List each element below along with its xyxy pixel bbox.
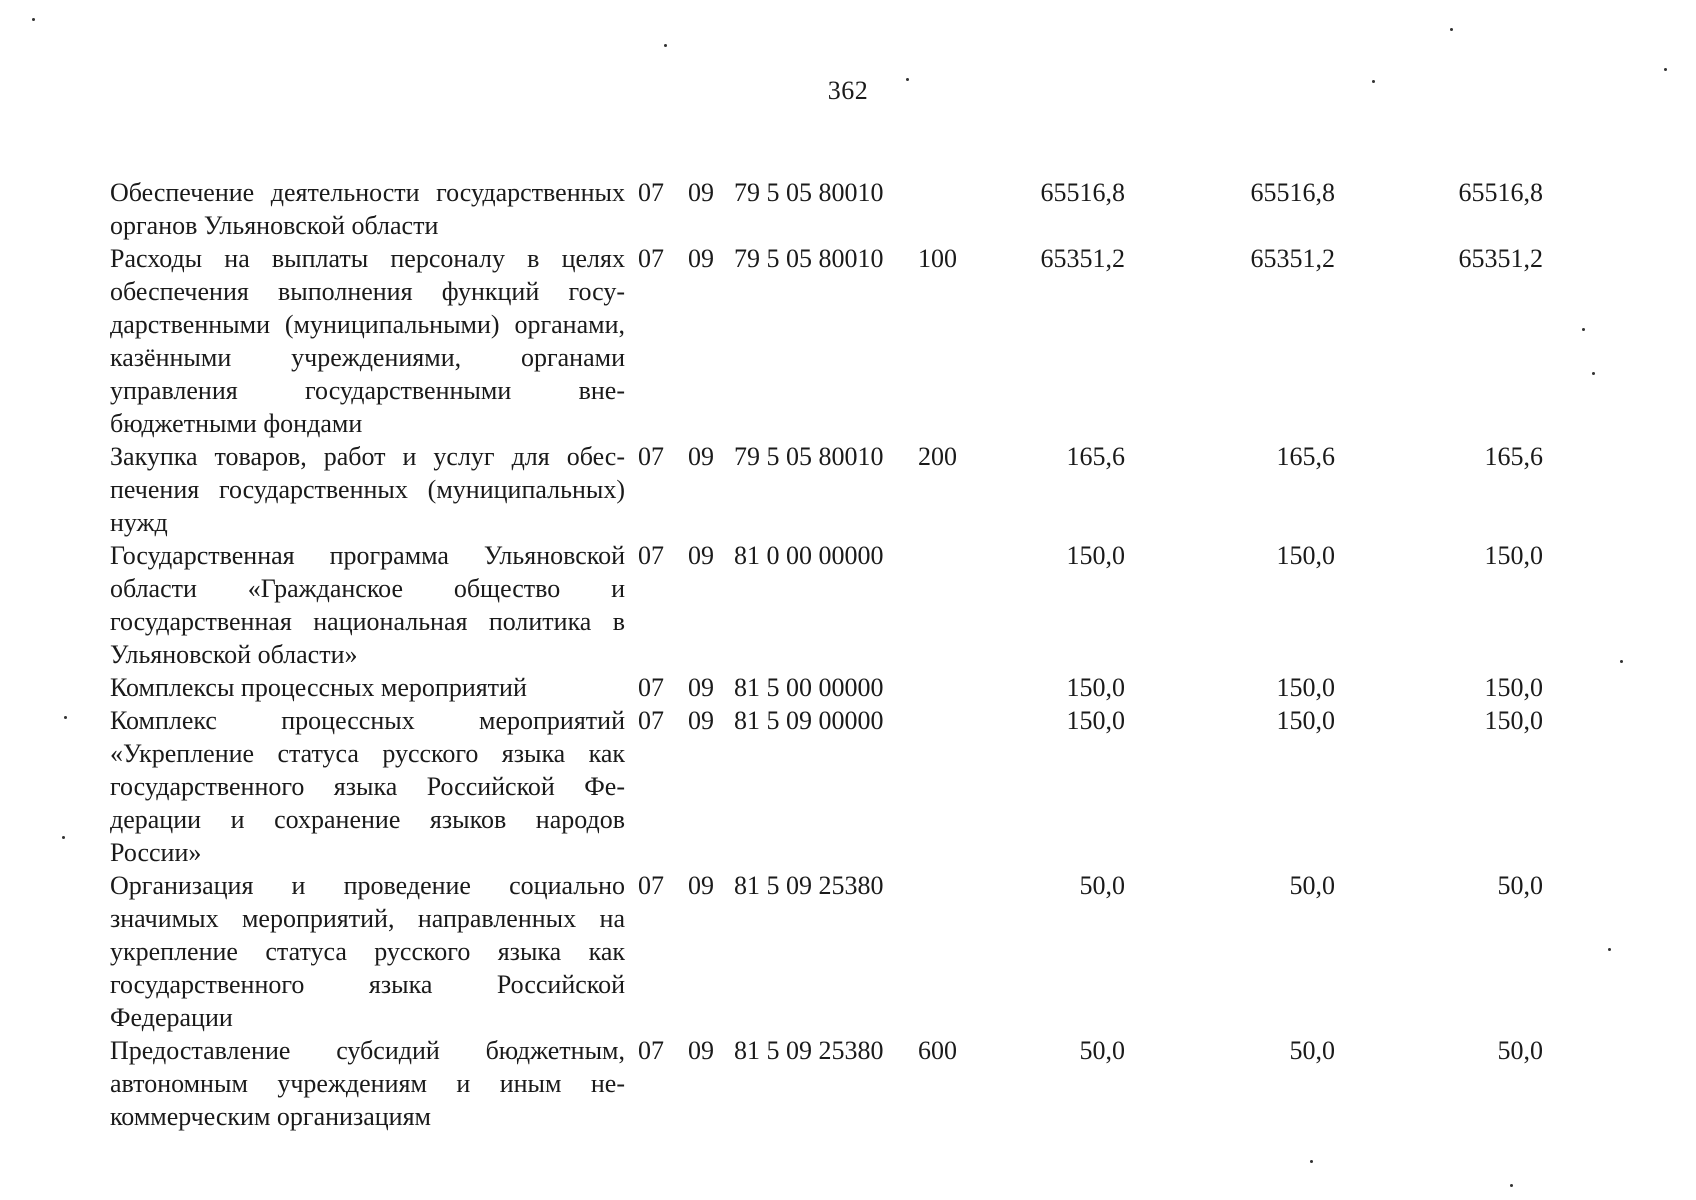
section-code: 07 bbox=[638, 541, 664, 570]
expense-type-code: 100 bbox=[918, 244, 957, 273]
amount-year-2: 165,6 bbox=[1276, 442, 1335, 471]
expense-type-code: 200 bbox=[918, 442, 957, 471]
row-description: Предоставление субсидий бюджетным, автономным учреждениям и иным некоммерческим организациям bbox=[110, 1036, 625, 1131]
amount-year-3: 65516,8 bbox=[1458, 178, 1543, 207]
table-row bbox=[0, 440, 1696, 539]
amount-year-3: 50,0 bbox=[1497, 871, 1543, 900]
target-article-code: 81 5 09 00000 bbox=[734, 706, 884, 735]
row-description: Организация и проведение социально значимых мероприятий, направленных на укрепление статуса русского языка как государственного языка Российской Федерации bbox=[110, 871, 625, 1032]
table-row bbox=[0, 671, 1696, 704]
scan-speck bbox=[1510, 1184, 1513, 1187]
amount-year-2: 150,0 bbox=[1276, 541, 1335, 570]
amount-year-3: 150,0 bbox=[1484, 673, 1543, 702]
section-code: 07 bbox=[638, 706, 664, 735]
amount-year-2: 150,0 bbox=[1276, 706, 1335, 735]
target-article-code: 79 5 05 80010 bbox=[734, 244, 884, 273]
amount-year-1: 165,6 bbox=[1066, 442, 1125, 471]
scan-speck bbox=[1582, 328, 1585, 331]
scan-speck bbox=[1664, 68, 1667, 71]
amount-year-3: 165,6 bbox=[1484, 442, 1543, 471]
scan-speck bbox=[1372, 80, 1375, 83]
amount-year-1: 50,0 bbox=[1079, 1036, 1125, 1065]
section-code: 07 bbox=[638, 178, 664, 207]
amount-year-1: 150,0 bbox=[1066, 541, 1125, 570]
table-row bbox=[0, 176, 1696, 242]
subsection-code: 09 bbox=[688, 1036, 714, 1065]
row-description: Обеспечение деятельности государственных органов Ульяновской области bbox=[110, 178, 625, 240]
amount-year-2: 50,0 bbox=[1289, 871, 1335, 900]
scan-speck bbox=[62, 836, 65, 839]
amount-year-2: 50,0 bbox=[1289, 1036, 1335, 1065]
target-article-code: 81 5 09 25380 bbox=[734, 1036, 884, 1065]
amount-year-1: 50,0 bbox=[1079, 871, 1125, 900]
table-row bbox=[0, 1034, 1696, 1133]
subsection-code: 09 bbox=[688, 442, 714, 471]
amount-year-1: 150,0 bbox=[1066, 706, 1125, 735]
target-article-code: 79 5 05 80010 bbox=[734, 442, 884, 471]
target-article-code: 79 5 05 80010 bbox=[734, 178, 884, 207]
row-description: Расходы на выплаты персоналу в целях обеспечения выполнения функций государственными (муниципальными) органами, казёнными учреждениями, органами управления государственными внебюджетными фондами bbox=[110, 244, 625, 438]
table-row bbox=[0, 242, 1696, 440]
scan-speck bbox=[32, 18, 35, 21]
scan-speck bbox=[1608, 948, 1611, 951]
subsection-code: 09 bbox=[688, 244, 714, 273]
row-description: Закупка товаров, работ и услуг для обеспечения государственных (муниципальных) нужд bbox=[110, 442, 625, 537]
section-code: 07 bbox=[638, 871, 664, 900]
amount-year-3: 150,0 bbox=[1484, 706, 1543, 735]
target-article-code: 81 0 00 00000 bbox=[734, 541, 884, 570]
table-row bbox=[0, 704, 1696, 869]
section-code: 07 bbox=[638, 673, 664, 702]
row-description: Комплексы процессных мероприятий bbox=[110, 673, 527, 702]
table-row bbox=[0, 869, 1696, 1034]
row-description: Государственная программа Ульяновской области «Гражданское общество и государственная национальная политика в Ульяновской области» bbox=[110, 541, 625, 669]
amount-year-3: 65351,2 bbox=[1458, 244, 1543, 273]
amount-year-3: 50,0 bbox=[1497, 1036, 1543, 1065]
scan-speck bbox=[64, 716, 67, 719]
subsection-code: 09 bbox=[688, 673, 714, 702]
scan-speck bbox=[906, 78, 909, 81]
budget-table bbox=[0, 176, 1696, 1133]
expense-type-code: 600 bbox=[918, 1036, 957, 1065]
amount-year-3: 150,0 bbox=[1484, 541, 1543, 570]
scan-speck bbox=[1592, 372, 1595, 375]
amount-year-2: 65351,2 bbox=[1250, 244, 1335, 273]
scan-speck bbox=[1620, 660, 1623, 663]
amount-year-2: 65516,8 bbox=[1250, 178, 1335, 207]
scan-speck bbox=[664, 44, 667, 47]
subsection-code: 09 bbox=[688, 871, 714, 900]
target-article-code: 81 5 00 00000 bbox=[734, 673, 884, 702]
scan-speck bbox=[1450, 28, 1453, 31]
page-number: 362 bbox=[827, 76, 869, 105]
section-code: 07 bbox=[638, 442, 664, 471]
table-row bbox=[0, 539, 1696, 671]
subsection-code: 09 bbox=[688, 178, 714, 207]
section-code: 07 bbox=[638, 244, 664, 273]
subsection-code: 09 bbox=[688, 541, 714, 570]
section-code: 07 bbox=[638, 1036, 664, 1065]
amount-year-1: 150,0 bbox=[1066, 673, 1125, 702]
row-description: Комплекс процессных мероприятий «Укрепление статуса русского языка как государственного языка Российской Федерации и сохранение языков народов России» bbox=[110, 706, 625, 867]
target-article-code: 81 5 09 25380 bbox=[734, 871, 884, 900]
amount-year-1: 65351,2 bbox=[1040, 244, 1125, 273]
subsection-code: 09 bbox=[688, 706, 714, 735]
amount-year-2: 150,0 bbox=[1276, 673, 1335, 702]
scan-speck bbox=[1310, 1160, 1313, 1163]
amount-year-1: 65516,8 bbox=[1040, 178, 1125, 207]
